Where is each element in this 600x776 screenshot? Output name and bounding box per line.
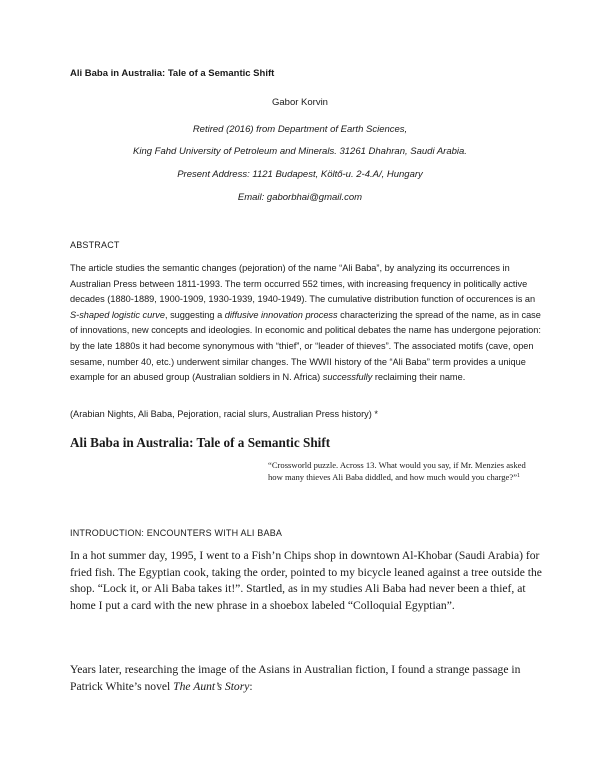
paper-title: Ali Baba in Australia: Tale of a Semantic Shift (70, 68, 275, 79)
intro-heading: INTRODUCTION: ENCOUNTERS WITH ALI BABA (70, 528, 283, 538)
keywords: (Arabian Nights, Ali Baba, Pejoration, racial slurs, Australian Press history) * (70, 409, 378, 419)
abstract-seg-1: The article studies the semantic changes (pejoration) of the name “Ali Baba”, by analyzing its occurrences in Australian Press between 1811-1993. The term occurred 552 times, with increasing frequency in politically active decades (1880-1889, 1900-1909, 1930-1939, 1940-1949). The cumulative distribution function of occurences is an (70, 263, 536, 305)
footnote-ref[interactable]: 1 (517, 473, 521, 479)
epigraph-text: “Crossworld puzzle. Across 13. What would you say, if Mr. Menzies asked how many thieves Ali Baba diddled, and how much would you charge?” (268, 460, 526, 482)
book-title: The Aunt’s Story (173, 679, 250, 693)
abstract-seg-3: , suggesting a (164, 309, 225, 320)
abstract-emphasis-successfully: successfully (322, 372, 373, 383)
para-2-end: : (249, 679, 253, 693)
author-name: Gabor Korvin (272, 97, 328, 108)
abstract-emphasis-diffusive: diffusive innovation process (224, 309, 338, 320)
abstract-heading: ABSTRACT (70, 240, 120, 250)
affiliation-line-1: Retired (2016) from Department of Earth Sciences, (192, 124, 408, 135)
abstract-seg-7: reclaiming their name. (372, 372, 466, 383)
para-2-text: Years later, researching the image of the Asians in Australian fiction, I found a strange passage in Patrick White’s novel (70, 663, 521, 693)
abstract-seg-5: characterizing the spread of the name, as in case of innovations, new concepts and ideologies. In economic and political debates the name has undergone pejoration: by the late 1880s it had become synonymous with “thief”, or “leader of thieves”. The associated motifs (cave, open sesame, number 40, etc.) underwent similar changes. The WWII history of the “Ali Baba” term provides a unique example for an abused group (Australian soldiers in N. Africa) (70, 309, 541, 383)
intro-paragraph-1: In a hot summer day, 1995, I went to a Fish’n Chips shop in downtown Al-Khobar (Saudi Arabia) for fried fish. The Egyptian cook, taking the order, pointed to my bicycle leaned against a tree outside the shop. “Lock it, or Ali Baba takes it!”. Startled, as in my studies Ali Baba had never been a thief, at home I put a card with the new phrase in a shoebox labeled “Colloquial Egyptian”. (70, 549, 542, 612)
author-email: Email: gaborbhai@gmail.com (237, 192, 363, 203)
intro-paragraph-2 (70, 662, 542, 695)
epigraph-quote (268, 460, 538, 483)
abstract-emphasis-logistic: S-shaped logistic curve (70, 309, 165, 320)
present-address: Present Address: 1121 Budapest, Költő-u. 2-4.A/, Hungary (177, 169, 423, 180)
section-title: Ali Baba in Australia: Tale of a Semantic Shift (70, 435, 331, 450)
abstract-text (70, 261, 542, 386)
affiliation-line-2: King Fahd University of Petroleum and Minerals. 31261 Dhahran, Saudi Arabia. (133, 146, 467, 157)
